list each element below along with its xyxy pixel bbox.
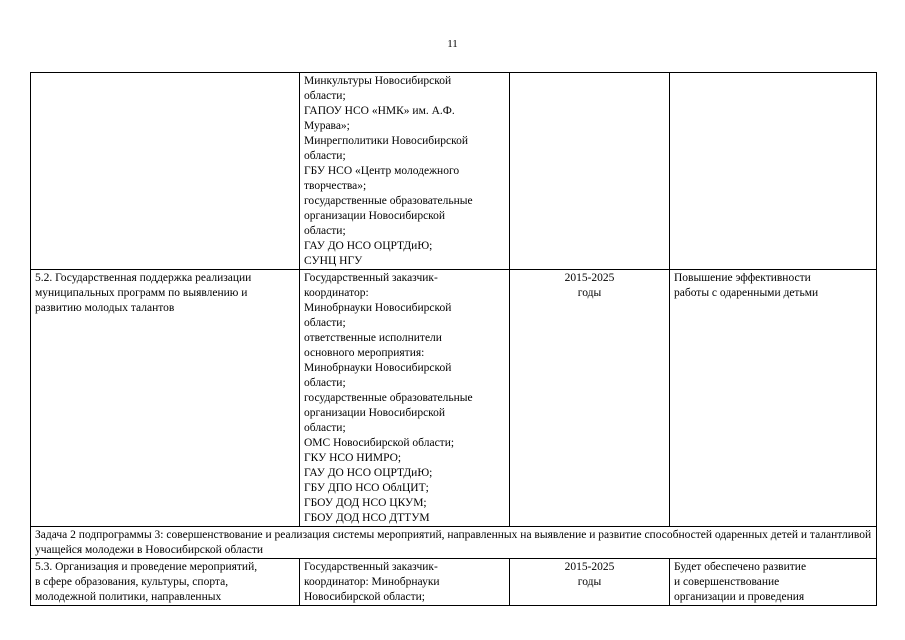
text-line: ГБОУ ДОД НСО ЦКУМ;: [304, 497, 427, 509]
text-line: Государственный заказчик-: [304, 272, 438, 284]
period-cell: [510, 73, 670, 270]
text-line: организации Новосибирской: [304, 407, 446, 419]
text-line: Минрегполитики Новосибирской: [304, 135, 469, 147]
text-line: области;: [304, 422, 346, 434]
result-cell: [670, 270, 877, 527]
text-line: годы: [577, 287, 602, 299]
program-table: [30, 72, 877, 606]
text-line: организации Новосибирской: [304, 210, 446, 222]
period-cell: [510, 270, 670, 527]
text-line: ОМС Новосибирской области;: [304, 437, 455, 449]
text-line: Минобрнауки Новосибирской: [304, 302, 452, 314]
result-cell: [670, 559, 877, 606]
text-line: ГБУ НСО «Центр молодежного: [304, 165, 460, 177]
text-line: ГБУ ДПО НСО ОблЦИТ;: [304, 482, 429, 494]
period-cell: [510, 559, 670, 606]
executors-cell: [300, 559, 510, 606]
text-line: основного мероприятия:: [304, 347, 425, 359]
table-row: [31, 270, 877, 527]
text-line: области;: [304, 377, 346, 389]
text-line: ГАУ ДО НСО ОЦРТДиЮ;: [304, 240, 433, 252]
activity-cell: [31, 559, 300, 606]
executors-cell: [300, 73, 510, 270]
text-line: области;: [304, 150, 346, 162]
text-line: Государственный заказчик-: [304, 561, 438, 573]
table-row: [31, 559, 877, 606]
text-line: ГБОУ ДОД НСО ДТТУМ: [304, 512, 430, 524]
text-line: 5.3. Организация и проведение мероприятий,: [35, 561, 258, 573]
page-number: 11: [447, 38, 458, 50]
text-line: координатор: Минобрнауки: [304, 576, 440, 588]
executors-cell: [300, 270, 510, 527]
text-line: ответственные исполнители: [304, 332, 442, 344]
text-line: в сфере образования, культуры, спорта,: [35, 576, 229, 588]
text-line: Минобрнауки Новосибирской: [304, 362, 452, 374]
text-line: и совершенствование: [674, 576, 780, 588]
text-line: Новосибирской области;: [304, 591, 425, 603]
text-line: СУНЦ НГУ: [304, 255, 363, 267]
text-line: области;: [304, 90, 346, 102]
text-line: муниципальных программ по выявлению и: [35, 287, 248, 299]
activity-cell: [31, 73, 300, 270]
text-line: Будет обеспечено развитие: [674, 561, 807, 573]
text-line: годы: [577, 576, 602, 588]
text-line: 5.2. Государственная поддержка реализации: [35, 272, 252, 284]
text-line: работы с одаренными детьми: [674, 287, 819, 299]
text-line: государственные образовательные: [304, 392, 473, 404]
text-line: координатор:: [304, 287, 369, 299]
text-line: ГАПОУ НСО «НМК» им. А.Ф.: [304, 105, 455, 117]
text-line: ГКУ НСО НИМРО;: [304, 452, 402, 464]
text-line: Минкультуры Новосибирской: [304, 75, 452, 87]
result-cell: [670, 73, 877, 270]
text-line: государственные образовательные: [304, 195, 473, 207]
text-line: области;: [304, 317, 346, 329]
text-line: развитию молодых талантов: [35, 302, 175, 314]
text-line: организации и проведения: [674, 591, 805, 603]
text-line: Мурава»;: [304, 120, 350, 132]
activity-cell: [31, 270, 300, 527]
text-line: молодежной политики, направленных: [35, 591, 222, 603]
table-row: [31, 527, 877, 559]
text-line: Повышение эффективности: [674, 272, 811, 284]
text-line: творчества»;: [304, 180, 367, 192]
task-heading: Задача 2 подпрограммы 3: совершенствование и реализация системы мероприятий, направленных на выявление и развитие способностей одаренных детей и талантливой учащейся молодежи в Новосибирской области: [31, 527, 877, 559]
table-row: [31, 73, 877, 270]
text-line: 2015-2025: [564, 272, 615, 284]
text-line: ГАУ ДО НСО ОЦРТДиЮ;: [304, 467, 433, 479]
text-line: 2015-2025: [564, 561, 615, 573]
text-line: области;: [304, 225, 346, 237]
